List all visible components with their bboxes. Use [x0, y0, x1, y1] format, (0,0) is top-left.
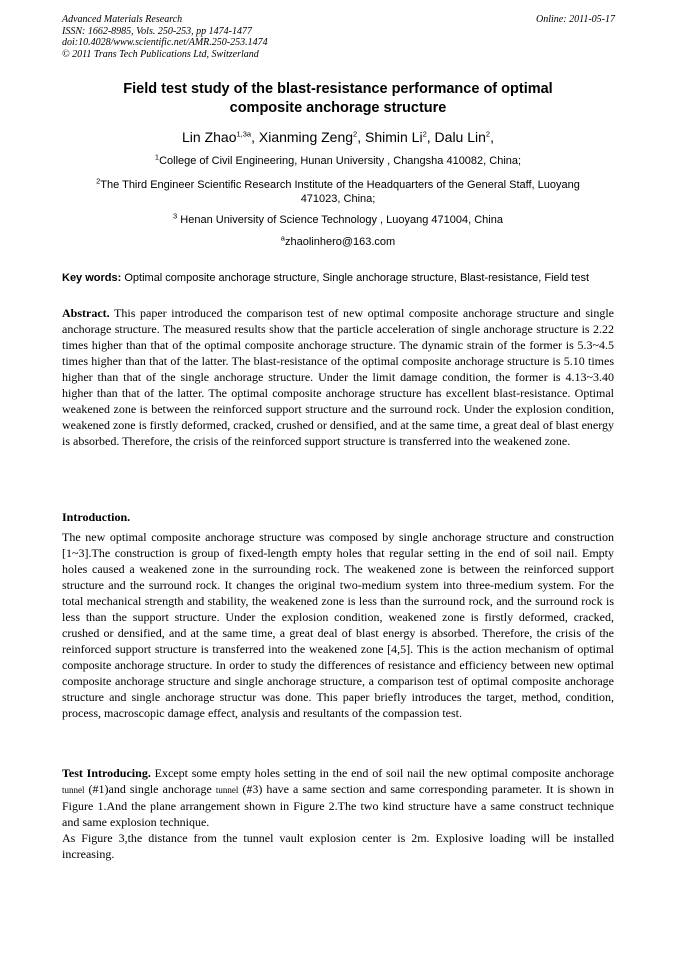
affil-sup: 3: [173, 211, 178, 221]
title-line-2: composite anchorage structure: [229, 100, 447, 116]
author-name: Lin Zhao: [182, 129, 237, 145]
author-name: Xianming Zeng: [258, 129, 354, 145]
affil-sup: 2: [96, 176, 101, 186]
author-affil-sup: 1,3a: [236, 129, 252, 139]
author-email: [62, 235, 614, 249]
abstract-text: This paper introduced the comparison test of new optimal composite anchorage structure and single anchorage structure. The measured results show that the particle acceleration of single anchorage structure is 2.22 times higher than that of the optimal composite anchorage structure. The dynamic strain of the former is 5.3~4.5 times higher than that of the latter. The blast-resistance of the optimal composite anchorage structure is 5.10 times higher than that of the single anchorage structure. Under the limit damage condition, the former is 4.13~3.40 higher than that of the latter. The optimal composite anchorage structure has excellent blast-resistance. Optimal weakened zone is between the reinforced support structure and the surround rock. Under the explosion condition, weakened zone is firstly deformed, cracked, crushed or densified, and at the same time, a great deal of blast energy is absorbed. Therefore, the crisis of the reinforced support structure is transferred into the weakened zone.: [62, 306, 614, 448]
keywords-label: Key words:: [62, 272, 122, 284]
introduction-text: The new optimal composite anchorage structure was composed by single anchorage structure and construction [1~3].The construction is group of fixed-length empty holes that regular setting in the end of soil nail. Empty holes caused a weakened zone in the surrounding rock. The weakened zone is between the reinforced support structure and the surround rock. It changes the original two-medium system into three-medium system. For the total mechanical strength and stability, the weakened zone is less than the surround rock, and the surround rock is less than the support structure. Under the explosion condition, weakened zone is firstly deformed, cracked, crushed or densified, and at the same time, a great deal of blast energy is absorbed. Therefore, the crisis of the reinforced support structure is transferred into the weakened zone [4,5]. This is the action mechanism of optimal composite anchorage structure. In order to study the differences of resistance and efficiency between new optimal composite anchorage structure and single anchorage structure, a comparison test of optimal composite anchorage structure and single anchorage structur was done. This paper briefly introduces the target, method, condition, process, macroscopic damage effect, analysis and resultants of the compassion test.: [62, 530, 614, 720]
doi-line: doi:10.4028/www.scientific.net/AMR.250-253.1474: [62, 37, 268, 48]
journal-name: Advanced Materials Research: [62, 14, 183, 25]
paper-title: [62, 80, 614, 118]
author-separator: ,: [426, 129, 435, 145]
abstract: [62, 305, 614, 449]
test-intro-para-2: As Figure 3,the distance from the tunnel vault explosion center is 2m. Explosive loading will be installed increasing.: [62, 831, 614, 861]
tunnel-word: tunnel: [62, 785, 85, 795]
affil-text: The Third Engineer Scientific Research Institute of the Headquarters of the General Staff, Luoyang: [100, 179, 580, 191]
affil-text: Henan University of Science Technology , Luoyang 471004, China: [177, 214, 503, 226]
author-list: [62, 128, 614, 146]
keywords: [62, 271, 614, 286]
introduction-heading: Introduction.: [62, 510, 131, 524]
tunnel-word: tunnel: [215, 785, 239, 795]
abstract-label: Abstract.: [62, 306, 110, 320]
author-separator: ,: [490, 129, 494, 145]
title-line-1: Field test study of the blast-resistance performance of optimal: [123, 81, 553, 97]
author-separator: ,: [251, 129, 259, 145]
email-sup: a: [280, 233, 285, 243]
test-intro-label: Test Introducing.: [62, 766, 151, 780]
journal-header: [62, 14, 268, 60]
affiliation-2: [62, 178, 614, 206]
test-intro-text: (#3) have a same section and same corresponding parameter. It is shown in Figure 1.And the plane arrangement shown in Figure 2.The two kind structure have a same construct technique and same explosion technique.: [62, 782, 614, 829]
author-name: Shimin Li: [365, 129, 423, 145]
affiliation-3: [62, 213, 614, 227]
issn-line: ISSN: 1662-8985, Vols. 250-253, pp 1474-1477: [62, 25, 252, 37]
author-affil-sup: 2: [485, 129, 491, 139]
affiliation-1: [62, 154, 614, 168]
author-affil-sup: 2: [353, 129, 358, 139]
author-separator: ,: [357, 129, 365, 145]
test-intro-text: (#1)and single anchorage: [84, 782, 216, 796]
author-affil-sup: 2: [422, 129, 427, 139]
email-text: zhaolinhero@163.com: [284, 236, 396, 248]
affil-sup: 1: [154, 152, 160, 162]
test-introducing: [62, 765, 614, 862]
affil-text: College of Civil Engineering, Hunan University , Changsha 410082, China;: [159, 155, 522, 167]
online-date: Online: 2011-05-17: [536, 14, 615, 25]
keywords-text: Optimal composite anchorage structure, Single anchorage structure, Blast-resistance, Field test: [121, 272, 590, 284]
copyright-line: © 2011 Trans Tech Publications Ltd, Switzerland: [62, 48, 259, 60]
test-intro-text: Except some empty holes setting in the end of soil nail the new optimal composite anchorage: [150, 766, 615, 780]
affil-text: 471023, China;: [300, 193, 376, 205]
author-name: Dalu Lin: [434, 129, 486, 145]
